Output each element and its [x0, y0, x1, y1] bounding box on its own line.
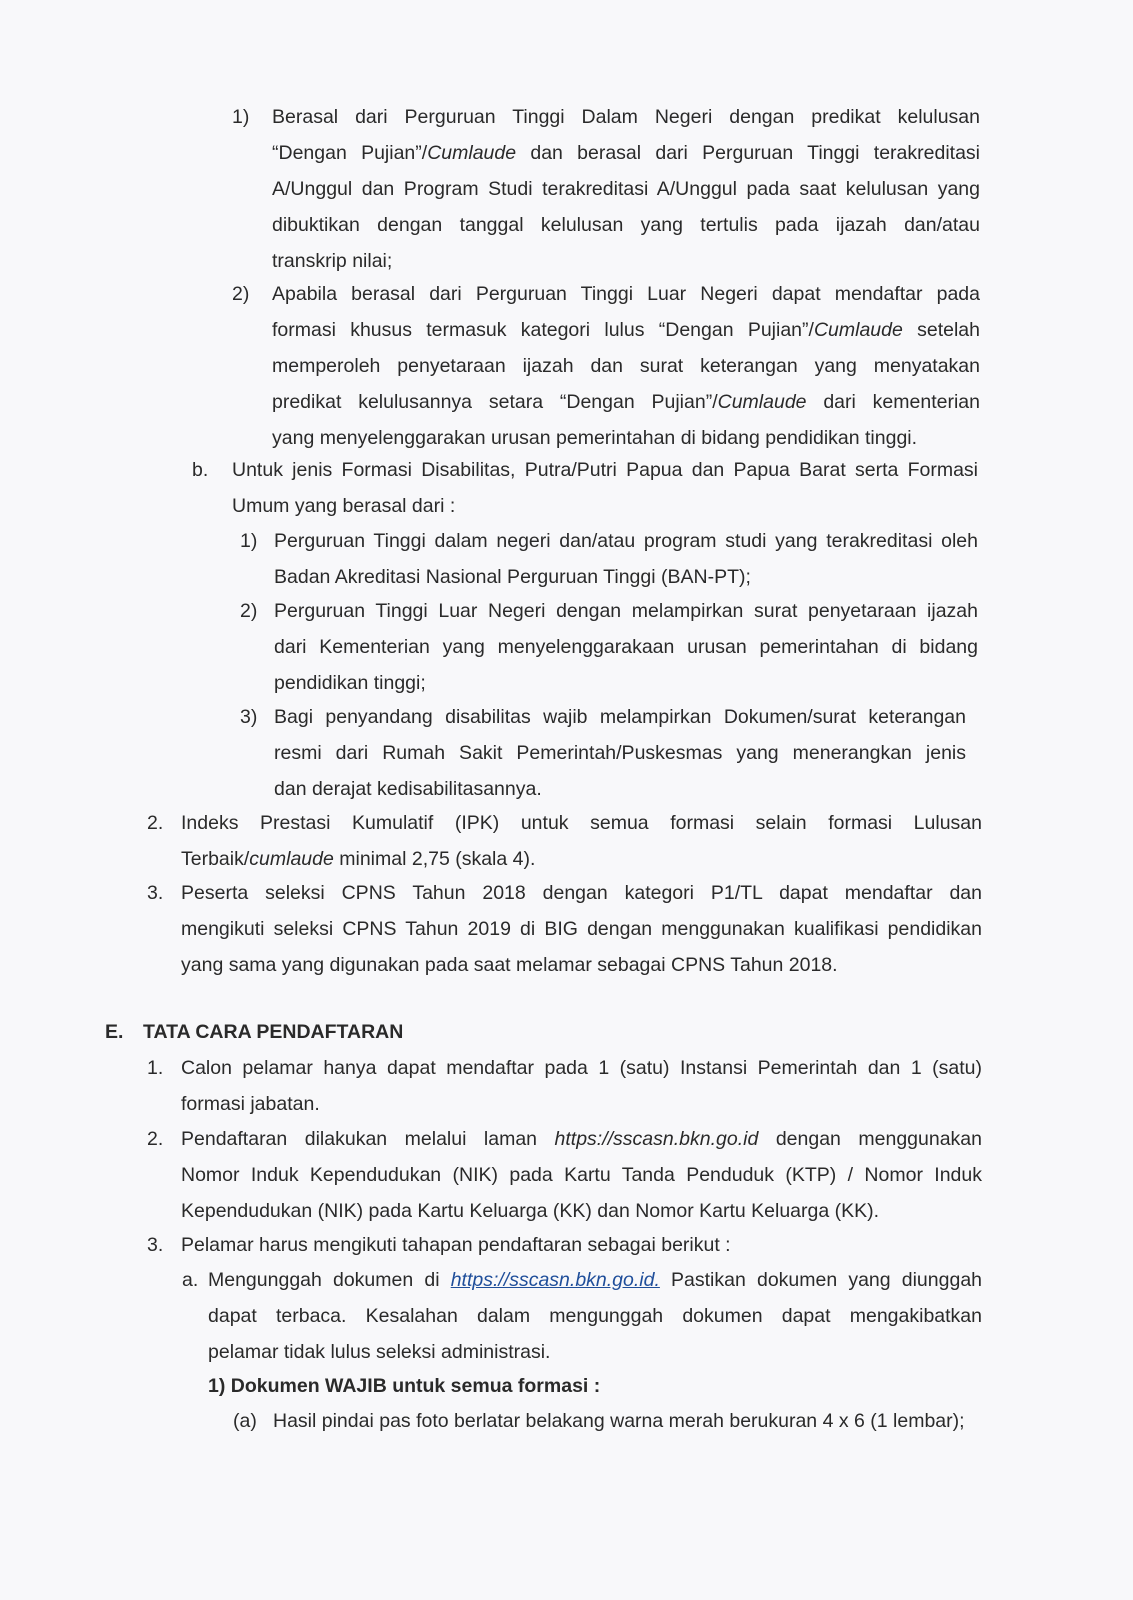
text-line: dari Kementerian yang menyelenggarakaan urusan pemerintahan di bidang	[274, 636, 978, 658]
url-text[interactable]: https://sscasn.bkn.go.id	[554, 1128, 759, 1150]
list-number: 2.	[147, 812, 164, 834]
list-item-b	[192, 452, 978, 524]
list-item-b3	[240, 699, 966, 807]
sscasn-link[interactable]: https://sscasn.bkn.go.id.	[450, 1269, 660, 1291]
list-item-3	[147, 875, 982, 983]
list-item-2	[147, 805, 982, 877]
text-line: Bagi penyandang disabilitas wajib melampirkan Dokumen/surat keterangan	[274, 706, 966, 728]
text-line: yang sama yang digunakan pada saat melamar sebagai CPNS Tahun 2018.	[181, 954, 838, 976]
text-line: Umum yang berasal dari :	[232, 495, 456, 517]
subheading-mandatory-docs	[208, 1368, 908, 1404]
text-line: Untuk jenis Formasi Disabilitas, Putra/Putri Papua dan Papua Barat serta Formasi	[232, 459, 978, 481]
text-line: mengikuti seleksi CPNS Tahun 2019 di BIG dengan menggunakan kualifikasi pendidikan	[181, 918, 982, 940]
text-line: Calon pelamar hanya dapat mendaftar pada 1 (satu) Instansi Pemerintah dan 1 (satu)	[181, 1057, 982, 1079]
text-line: Nomor Induk Kependudukan (NIK) pada Kartu Tanda Penduduk (KTP) / Nomor Induk	[181, 1164, 982, 1186]
section-title: TATA CARA PENDAFTARAN	[143, 1021, 404, 1043]
list-item-a2	[232, 276, 980, 456]
list-number: 3.	[147, 1234, 164, 1256]
list-letter: a.	[182, 1269, 199, 1291]
text-fragment: Pendaftaran dilakukan melalui laman	[181, 1128, 555, 1150]
list-item-e1	[147, 1050, 982, 1122]
text-line: Pelamar harus mengikuti tahapan pendaftaran sebagai berikut :	[181, 1234, 731, 1256]
text-line: pelamar tidak lulus seleksi administrasi.	[208, 1341, 551, 1363]
text-line: Indeks Prestasi Kumulatif (IPK) untuk semua formasi selain formasi Lulusan	[181, 812, 982, 834]
text-line: Peserta seleksi CPNS Tahun 2018 dengan kategori P1/TL dapat mendaftar dan	[181, 882, 982, 904]
list-number: 1)	[240, 530, 258, 552]
section-letter: E.	[105, 1021, 124, 1043]
text-line: predikat kelulusannya setara “Dengan Pujian”/Cumlaude dari kementerian	[272, 391, 980, 413]
list-number: 2)	[232, 283, 250, 305]
text-line: Apabila berasal dari Perguruan Tinggi Luar Negeri dapat mendaftar pada	[272, 283, 980, 305]
list-number: 3.	[147, 882, 164, 904]
text-line: Kependudukan (NIK) pada Kartu Keluarga (KK) dan Nomor Kartu Keluarga (KK).	[181, 1200, 880, 1222]
list-item-e2	[147, 1121, 982, 1229]
text-line: formasi khusus termasuk kategori lulus “Dengan Pujian”/Cumlaude setelah	[272, 319, 980, 341]
text-line: Terbaik/cumlaude minimal 2,75 (skala 4).	[181, 848, 536, 870]
list-letter: b.	[192, 459, 209, 481]
text-fragment: dengan menggunakan	[758, 1128, 982, 1150]
list-item-e3	[147, 1227, 982, 1263]
list-item-a1	[232, 99, 980, 279]
text-line: yang menyelenggarakan urusan pemerintahan di bidang pendidikan tinggi.	[272, 427, 918, 449]
list-number: 1)	[232, 106, 250, 128]
text-line: dibuktikan dengan tanggal kelulusan yang tertulis pada ijazah dan/atau	[272, 214, 980, 236]
text-line: pendidikan tinggi;	[274, 672, 426, 694]
text-line: A/Unggul dan Program Studi terakreditasi A/Unggul pada saat kelulusan yang	[272, 178, 980, 200]
list-item-e3a	[182, 1262, 982, 1370]
text-line: Perguruan Tinggi Luar Negeri dengan melampirkan surat penyetaraan ijazah	[274, 600, 978, 622]
text-line: Badan Akreditasi Nasional Perguruan Tinggi (BAN-PT);	[274, 566, 751, 588]
list-number: 2)	[240, 600, 258, 622]
text-fragment: Mengunggah dokumen di	[208, 1269, 451, 1291]
text-line	[208, 1262, 982, 1298]
text-line: Hasil pindai pas foto berlatar belakang warna merah berukuran 4 x 6 (1 lembar);	[273, 1410, 965, 1432]
text-line: dan derajat kedisabilitasannya.	[274, 778, 542, 800]
text-fragment: Pastikan dokumen yang diunggah	[659, 1269, 983, 1291]
text-line	[181, 1121, 982, 1157]
text-line: resmi dari Rumah Sakit Pemerintah/Puskesmas yang menerangkan jenis	[274, 742, 966, 764]
list-number: 1.	[147, 1057, 164, 1079]
list-number: 2.	[147, 1128, 164, 1150]
text-line: dapat terbaca. Kesalahan dalam mengunggah dokumen dapat mengakibatkan	[208, 1305, 982, 1327]
section-heading	[105, 1014, 705, 1050]
list-item-b1	[240, 523, 978, 595]
list-item-b2	[240, 593, 978, 701]
subheading-text: 1) Dokumen WAJIB untuk semua formasi :	[208, 1375, 601, 1397]
text-line: transkrip nilai;	[272, 250, 393, 272]
list-number: 3)	[240, 706, 258, 728]
text-line: formasi jabatan.	[181, 1093, 320, 1115]
text-line: Berasal dari Perguruan Tinggi Dalam Negeri dengan predikat kelulusan	[272, 106, 980, 128]
list-number: (a)	[233, 1410, 257, 1432]
text-line: memperoleh penyetaraan ijazah dan surat keterangan yang menyatakan	[272, 355, 980, 377]
text-line: Perguruan Tinggi dalam negeri dan/atau program studi yang terakreditasi oleh	[274, 530, 978, 552]
text-line: “Dengan Pujian”/Cumlaude dan berasal dari Perguruan Tinggi terakreditasi	[272, 142, 980, 164]
list-item-doc-a	[233, 1403, 985, 1439]
